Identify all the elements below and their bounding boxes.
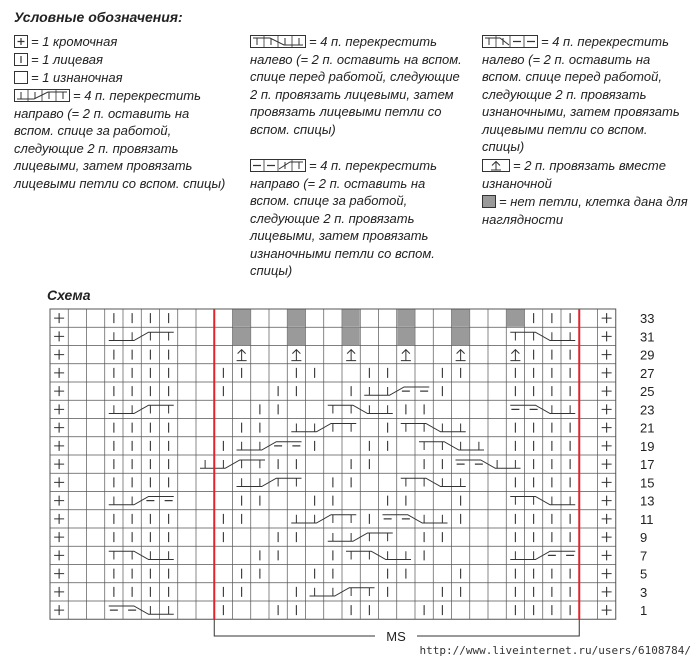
legend-item-cross-right-knit [14,87,229,192]
row-number: 29 [640,347,655,363]
repeat-label: MS [386,629,406,644]
row-number: 3 [640,584,648,600]
legend-item-cross-right-purl [250,157,465,280]
watermark-url: http://www.liveinternet.ru/users/6108784/ [419,644,691,657]
no-stitch-cell [507,310,524,327]
legend-text-cross-right-purl: = 4 п. перекрестить направо (= 2 п. оставить на вспом. спице за работой, следующие 2 п. провязать лицевыми, затем провязать изнаночными петли со вспом. спицы) [250,158,437,278]
no-stitch-cell [288,310,305,327]
row-number: 11 [640,511,654,527]
legend-item-purl [14,69,224,87]
legend-text-cross-left-purl: = 4 п. перекрестить налево (= 2 п. оставить на вспом. спице перед работой, следующие 2 п. провязать изнаночными, затем провязать лицевыми петли со вспом. спицы) [482,34,680,154]
no-stitch-cell [343,310,360,327]
no-stitch-icon [482,195,496,208]
row-number: 19 [640,438,655,454]
row-number: 1 [640,603,648,619]
row-number: 23 [640,402,655,418]
cable-cross-left-knit-icon [250,35,306,48]
row-number: 9 [640,530,648,546]
legend-text-no-stitch: = нет петли, клетка дана для наглядности [482,194,688,227]
no-stitch-cell [452,310,469,327]
row-number: 27 [640,365,655,381]
legend-item-no-stitch [482,193,692,228]
cable-cross-right-purl-icon [250,159,306,172]
row-number: 25 [640,384,655,400]
no-stitch-cell [288,328,305,345]
knitting-chart [0,300,699,661]
no-stitch-cell [233,328,250,345]
row-number: 31 [640,329,655,345]
p2tog-icon [482,159,510,172]
legend-text-knit: = 1 лицевая [31,52,103,67]
row-number: 5 [640,566,648,582]
cable-cross-right-knit-icon [14,89,70,102]
row-number: 21 [640,420,655,436]
legend-item-knit [14,51,224,69]
legend-item-p2tog [482,157,692,192]
legend-title: Условные обозначения: [14,9,183,25]
legend-text-purl: = 1 изнаночная [31,70,123,85]
row-number: 17 [640,457,655,473]
row-number: 7 [640,548,648,564]
legend-text-cross-left-knit: = 4 п. перекрестить налево (= 2 п. оставить на вспом. спице перед работой, следующие 2 п. провязать лицевыми, затем провязать лицевыми петли со вспом. спицы) [250,34,462,137]
legend-text-cross-right-knit: = 4 п. перекрестить направо (= 2 п. оставить на вспом. спице за работой, следующие 2 п. провязать лицевыми, затем провязать лицевыми петли со вспом. спицы) [14,88,226,191]
no-stitch-cell [397,310,414,327]
row-numbers [640,311,654,618]
no-stitch-cell [233,310,250,327]
legend-item-edge [14,33,224,51]
legend-text-p2tog: = 2 п. провязать вместе изнаночной [482,158,666,191]
knit-stitch-icon [14,53,28,66]
cable-cross-left-purl-icon [482,35,538,48]
chart-title: Схема [47,287,91,303]
legend-item-cross-left-knit [250,33,465,138]
row-number: 33 [640,311,655,327]
no-stitch-cell [397,328,414,345]
no-stitch-cell [452,328,469,345]
no-stitch-cell [343,328,360,345]
legend-text-edge: = 1 кромочная [31,34,118,49]
row-number: 13 [640,493,655,509]
legend-item-cross-left-purl [482,33,692,156]
purl-stitch-icon [14,71,28,84]
row-number: 15 [640,475,655,491]
edge-stitch-icon [14,35,28,48]
